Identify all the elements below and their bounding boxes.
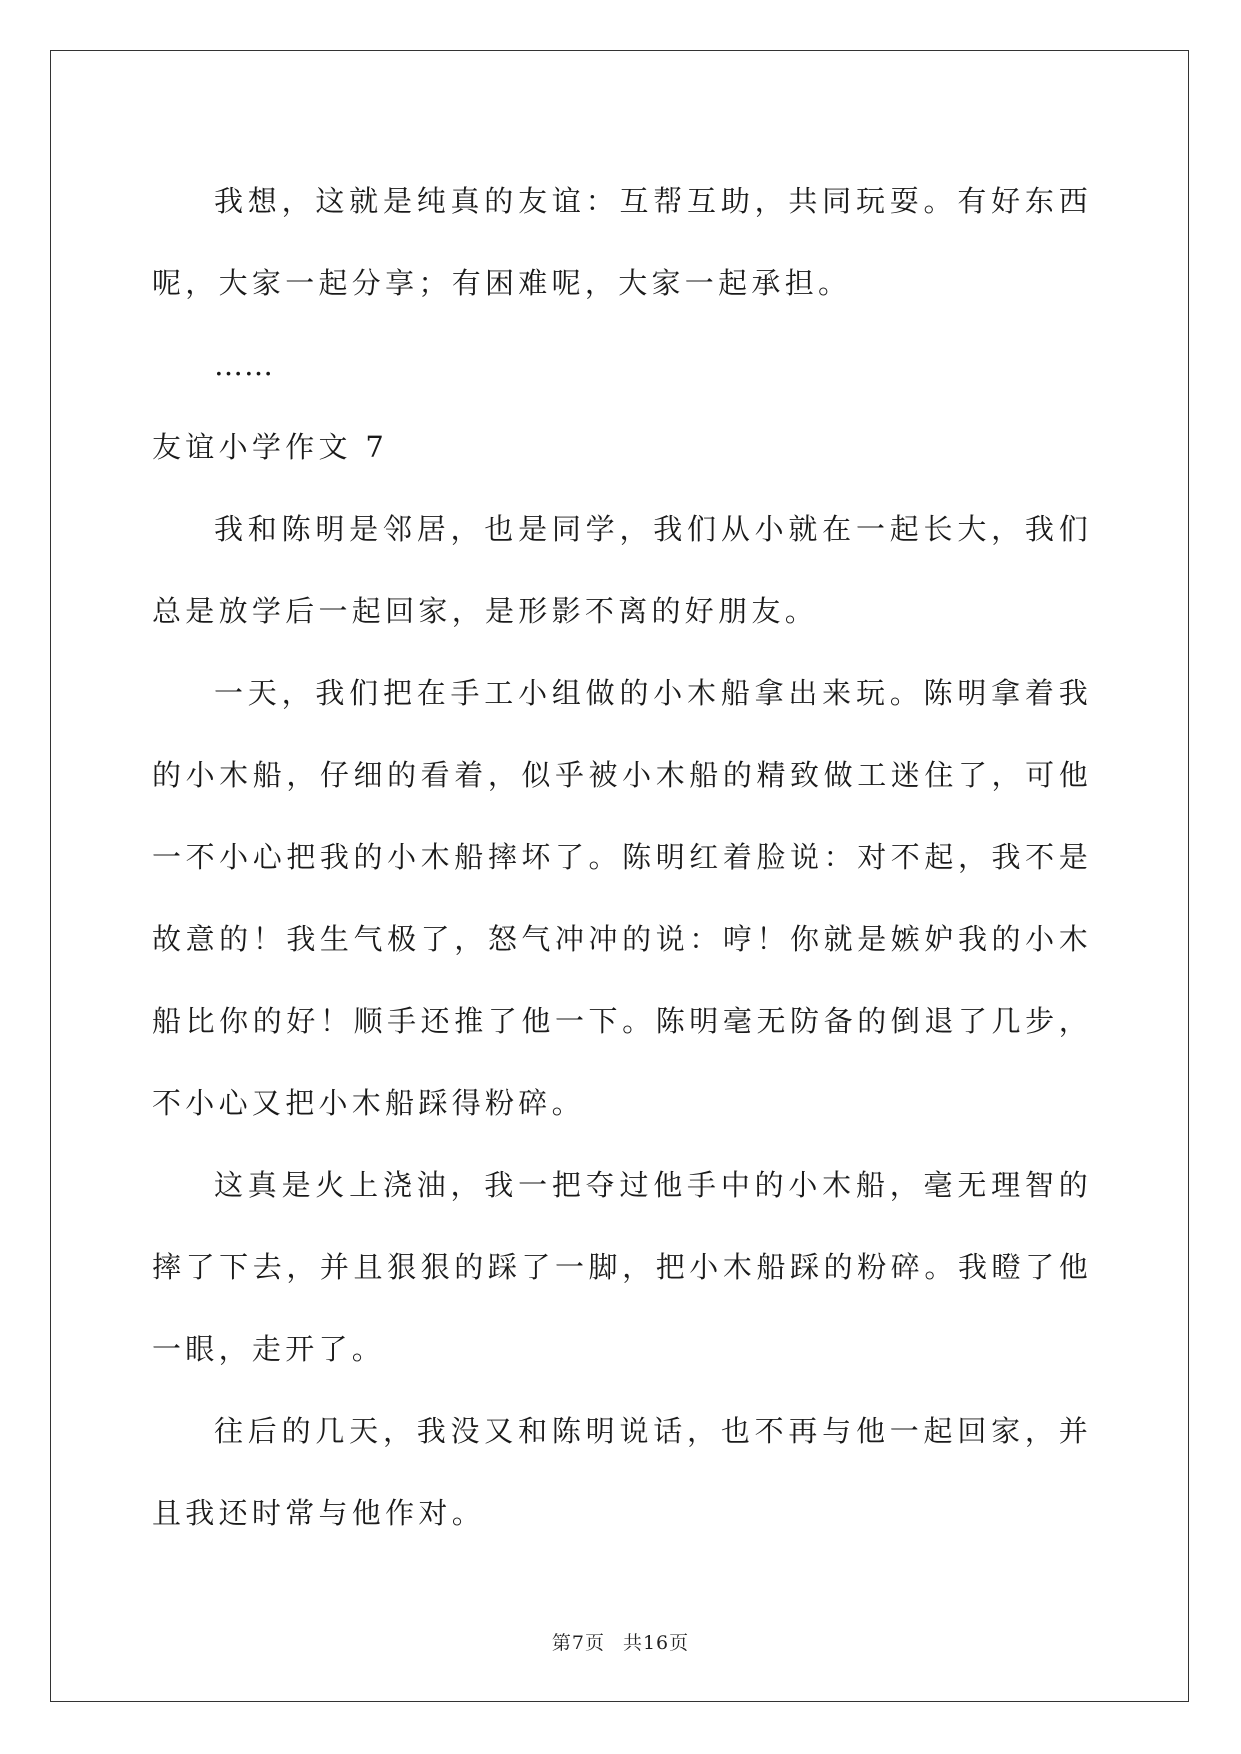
ellipsis: …… [214,348,274,382]
page-total: 共16页 [622,1632,690,1654]
paragraph: 这真是火上浇油，我一把夺过他手中的小木船，毫无理智的摔了下去，并且狠狠的踩了一脚，把小木船踩的粉碎。我瞪了他一眼，走开了。 [152,1168,1092,1366]
page-footer [0,1628,1241,1655]
paragraph: 我想，这就是纯真的友谊：互帮互助，共同玩耍。有好东西呢，大家一起分享；有困难呢，大家一起承担。 [152,184,1092,300]
section-title: 友谊小学作文 7 [152,430,389,464]
paragraph: 往后的几天，我没又和陈明说话，也不再与他一起回家，并且我还时常与他作对。 [152,1414,1092,1530]
paragraph: 一天，我们把在手工小组做的小木船拿出来玩。陈明拿着我的小木船，仔细的看着，似乎被小木船的精致做工迷住了，可他一不小心把我的小木船摔坏了。陈明红着脸说：对不起，我不是故意的！我生气极了，怒气冲冲的说：哼！你就是嫉妒我的小木船比你的好！顺手还推了他一下。陈明毫无防备的倒退了几步，不小心又把小木船踩得粉碎。 [152,676,1092,1120]
page-number: 第7页 [551,1632,605,1654]
document-body [152,160,1092,1554]
paragraph: 我和陈明是邻居，也是同学，我们从小就在一起长大，我们总是放学后一起回家，是形影不离的好朋友。 [152,512,1092,628]
